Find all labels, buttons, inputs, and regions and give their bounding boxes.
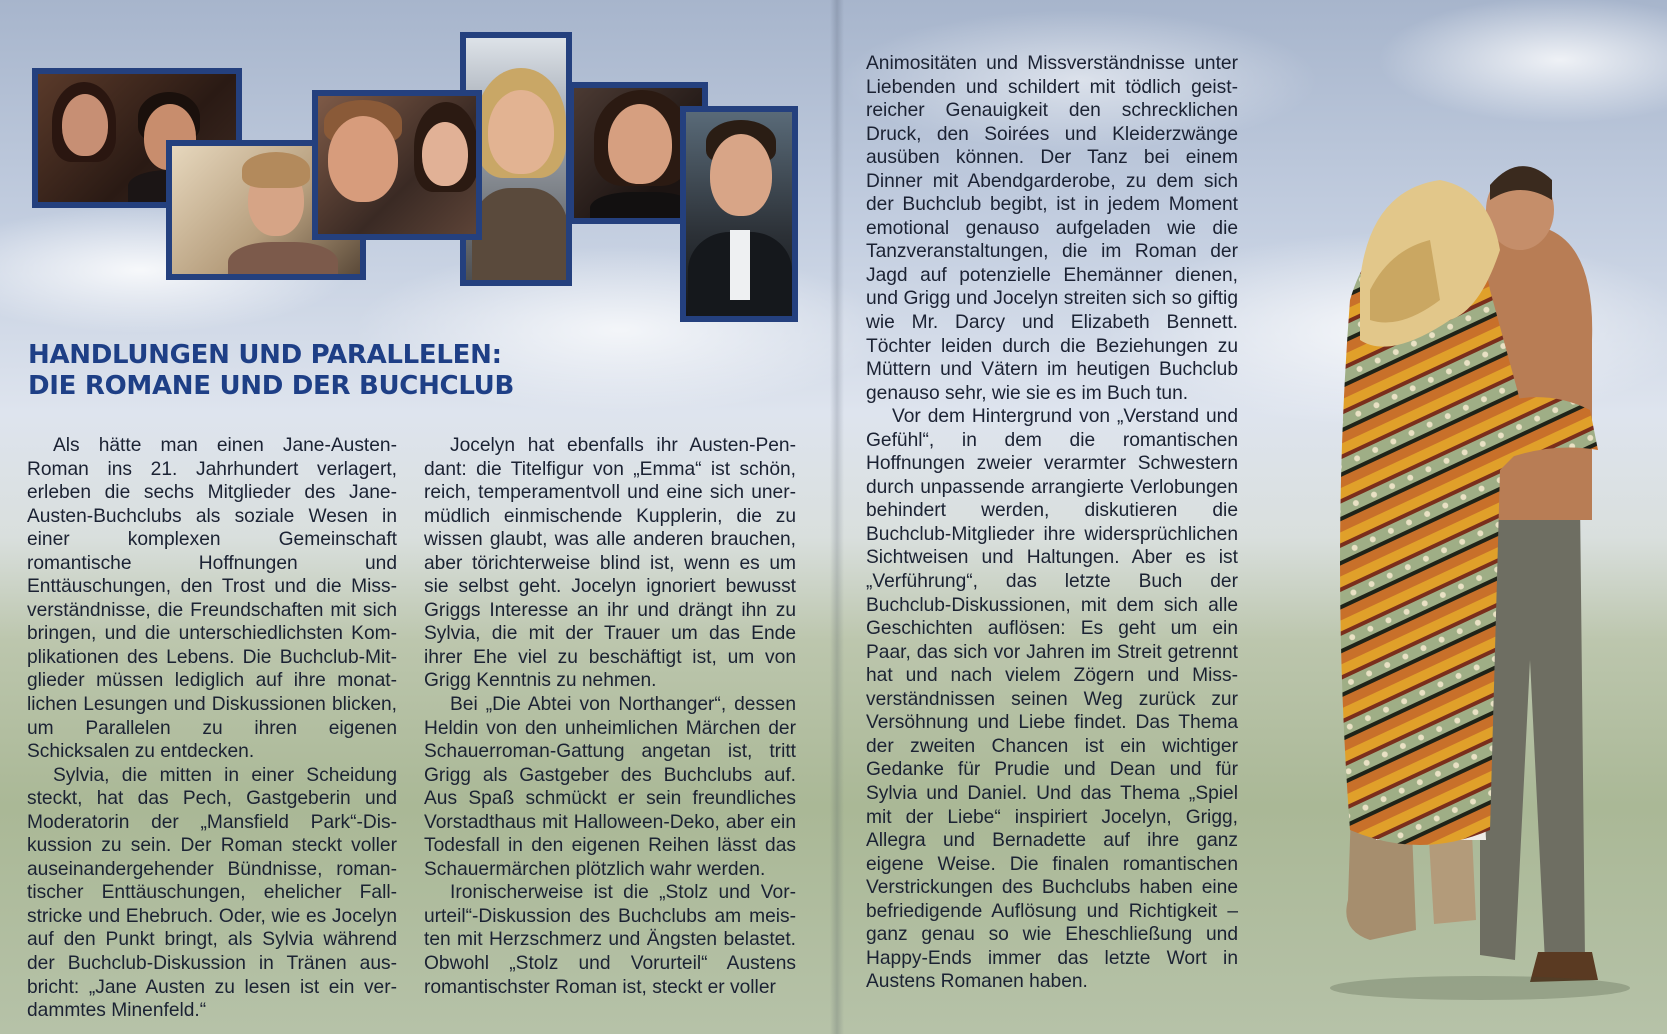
paragraph: Als hätte man einen Jane-Austen-Roman ins 21. Jahrhundert verlagert, erleben die sechs Mitglieder des Jane-Austen-Buchclubs als soziale Wesen in einer komplexen Gemeinschaft romantische Hoffnungen und Enttäuschungen, den Trost und die Missverständnisse, die Freundschaften mit sich bringen, und die unterschiedlichsten Komplikationen des Lebens. Die Buchclub-Mitglieder müssen lediglich auf ihre monatlichen Lesungen und Diskussionen blicken, um Parallelen zu ihren eigenen Schicksalen zu entdecken. xyxy=(27,435,397,763)
page-fold xyxy=(830,0,844,1034)
text-column-3 xyxy=(866,52,1238,994)
paragraph: Jocelyn hat ebenfalls ihr Austen-Pendant: die Titelfigur von „Emma“ ist schön, reich, temperamentvoll und eine sich unermüdlich einmischende Kupplerin, die zu wissen glaubt, was alle anderen brauchen, aber törichterweise blind ist, wenn es um sie selbst geht. Jocelyn ignoriert bewusst Griggs Interesse an ihr und drängt ihn zu Sylvia, die mit der Trauer um das Ende ihrer Ehe viel zu beschäftigt ist, um von Grigg Kenntnis zu nehmen. xyxy=(424,435,796,692)
paragraph: Bei „Die Abtei von Northanger“, dessen Heldin von den unheimlichen Märchen der Schauerroman-Gattung angetan ist, tritt Grigg als Gastgeber des Buchclubs auf. Aus Spaß schmückt er sein freundliches Vorstadthaus mit Halloween-Deko, aber ein Todesfall in den eigenen Reihen lässt das Schauermärchen plötzlich wahr werden. xyxy=(424,694,796,880)
heading-line-1: HANDLUNGEN UND PARALLELEN: xyxy=(28,340,502,370)
heading-line-2: DIE ROMANE UND DER BUCHCLUB xyxy=(28,371,515,401)
page-heading xyxy=(28,340,514,402)
text-column-1 xyxy=(27,434,397,1023)
text-column-2 xyxy=(424,434,796,999)
photo-young-couple xyxy=(312,90,482,240)
paragraph: Animositäten und Missverständnisse unter Liebenden und schildert mit tödlich geistreicher Genauigkeit den schrecklichen Druck, den Soirées und Kleiderzwänge ausüben können. Der Tanz bei einem Dinner mit Abendgarderobe, zu dem sich der Buchclub begibt, ist in jedem Moment emotional genauso aufgeladen wie die Tanzveranstaltungen, die im Roman der Jagd auf potenzielle Ehemänner dienen, und Grigg und Jocelyn streiten sich so giftig wie Mr. Darcy und Elizabeth Bennett. Töchter leiden durch die Beziehungen zu Müttern und Vätern im heutigen Buchclub genauso sehr, wie sie es im Buch tun. xyxy=(866,53,1238,404)
paragraph: Vor dem Hintergrund von „Verstand und Gefühl“, in dem die romantischen Hoffnungen zweier verarmter Schwestern durch unpassende arrangierte Verlobungen behindert werden, diskutieren die Buchclub-Mitglieder ihre widersprüchlichen Sichtweisen und Haltungen. Aber es ist „Verführung“, das letzte Buch der Buchclub-Diskussionen, mit dem sich alle Geschichten auflösen: Es geht um ein Paar, das sich vor Jahren im Streit getrennt hat und nach vielem Zögern und Missverständnissen seinen Weg zurück zur Versöhnung und Liebe findet. Das Thema der zweiten Chancen ist ein wichtiger Gedanke für Prudie und Dean und für Sylvia und Daniel. Und das Thema „Spiel mit der Liebe“ inspiriert Jocelyn, Grigg, Allegra und Bernadette auf ihre ganz eigene Weise. Die finalen romantischen Verstrickungen des Buchclubs haben eine befriedigende Auflösung und Richtigkeit – ganz genau so wie Eheschließung und Happy-Ends immer das letzte Wort in Austens Romanen haben. xyxy=(866,406,1238,993)
photo-man-in-suit xyxy=(680,106,798,322)
paragraph: Sylvia, die mitten in einer Scheidung steckt, hat das Pech, Gastgeberin und Moderatorin der „Mansfield Park“-Diskussion zu sein. Der Roman steckt voller auseinandergehender Bündnisse, romantischer Enttäuschungen, ehelicher Fallstricke und Ehebruch. Oder, wie es Jocelyn auf den Punkt bringt, als Sylvia während der Buchclub-Diskussion in Tränen ausbricht: „Jane Austen zu lesen ist ein verdammtes Minenfeld.“ xyxy=(27,764,397,1022)
paragraph: Ironischerweise ist die „Stolz und Vorurteil“-Diskussion des Buchclubs am meisten mit Herzschmerz und Ängsten belastet. Obwohl „Stolz und Vorurteil“ Austens romantischster Roman ist, steckt er voller xyxy=(424,882,796,998)
embracing-couple-photo xyxy=(1330,140,1660,1020)
